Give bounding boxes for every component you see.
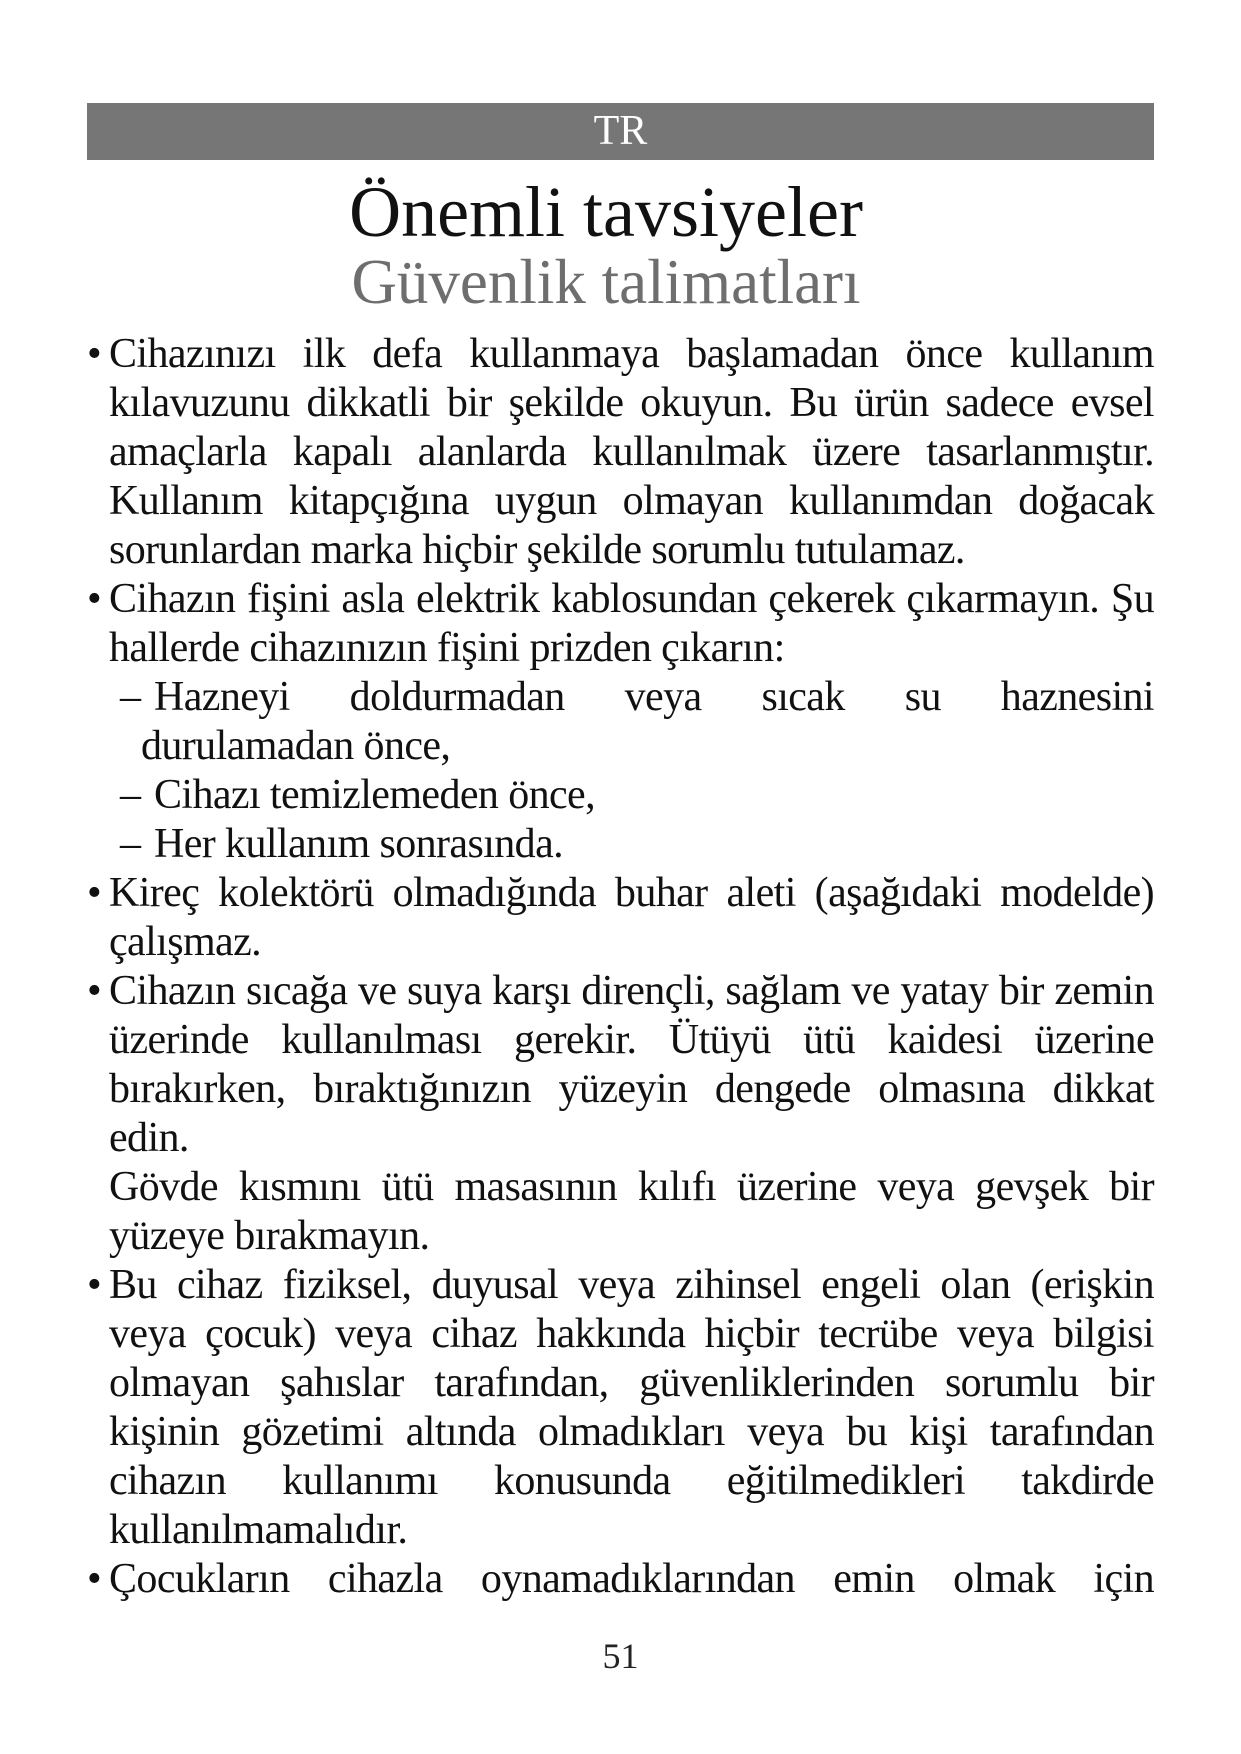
sub-list-item (87, 673, 1154, 722)
instruction-text: Cihazın fişini asla elektrik kablosundan çekerek çıkarmayın. Şu hallerde cihazınızın fişini prizden çıkarın: (109, 576, 1154, 671)
sub-list-item-continuation (87, 722, 1154, 771)
sub-list-text: durulamadan önce, (141, 723, 451, 769)
bullet-symbol: • (87, 1262, 102, 1308)
instruction-item (87, 869, 1154, 967)
instruction-item (87, 967, 1154, 1261)
sub-list-text: Hazneyi doldurmadan veya sıcak su haznesini (154, 674, 1154, 720)
instruction-extra-text: Gövde kısmını ütü masasının kılıfı üzerine veya gevşek bir yüzeye bırakmayın. (109, 1164, 1154, 1259)
language-bar (87, 103, 1154, 160)
unplug-conditions-list (87, 673, 1154, 869)
bullet-symbol: • (87, 1556, 102, 1602)
page-number: 51 (602, 1636, 639, 1676)
language-code: TR (593, 108, 648, 154)
instruction-item (87, 1555, 1154, 1604)
page-title: Önemli tavsiyeler (349, 172, 863, 252)
instruction-text: Cihazın sıcağa ve suya karşı dirençli, sağlam ve yatay bir zemin üzerinde kullanılması gerekir. Ütüyü ütü kaidesi üzerine bırakırken, bıraktığınızın yüzeyin dengede olmasına dikkat edin. (109, 968, 1154, 1161)
dash-symbol: – (120, 821, 141, 867)
bullet-symbol: • (87, 870, 102, 916)
sub-list-text: Cihazı temizlemeden önce, (154, 772, 595, 818)
dash-symbol: – (120, 674, 141, 720)
instruction-text: Kireç kolektörü olmadığında buhar aleti (aşağıdaki modelde) çalışmaz. (109, 870, 1154, 965)
bullet-symbol: • (87, 968, 102, 1014)
bullet-symbol: • (87, 331, 102, 377)
instruction-text: Bu cihaz fiziksel, duyusal veya zihinsel engeli olan (erişkin veya çocuk) veya cihaz hakkında hiçbir tecrübe veya bilgisi olmayan şahıslar tarafından, güvenliklerinden sorumlu bir kişinin gözetimi altında olmadıkları veya bu kişi tarafından cihazın kullanımı konusunda eğitilmedikleri takdirde kullanılmamalıdır. (109, 1262, 1154, 1553)
instruction-text: Çocukların cihazla oynamadıklarından emin olmak için (109, 1556, 1154, 1602)
bullet-symbol: • (87, 576, 102, 622)
instruction-item (87, 1261, 1154, 1555)
sub-list-item (87, 820, 1154, 869)
instruction-item (87, 330, 1154, 575)
sub-list-item (87, 771, 1154, 820)
instruction-item (87, 575, 1154, 673)
page-subtitle: Güvenlik talimatları (351, 247, 861, 317)
instruction-text: Cihazınızı ilk defa kullanmaya başlamadan önce kullanım kılavuzunu dikkatli bir şekilde okuyun. Bu ürün sadece evsel amaçlarla kapalı alanlarda kullanılmak üzere tasarlanmıştır. Kullanım kitapçığına uygun olmayan kullanımdan doğacak sorunlardan marka hiçbir şekilde sorumlu tutulamaz. (109, 331, 1154, 573)
dash-symbol: – (120, 772, 141, 818)
safety-instructions-list (87, 330, 1154, 1604)
sub-list-text: Her kullanım sonrasında. (154, 821, 564, 867)
